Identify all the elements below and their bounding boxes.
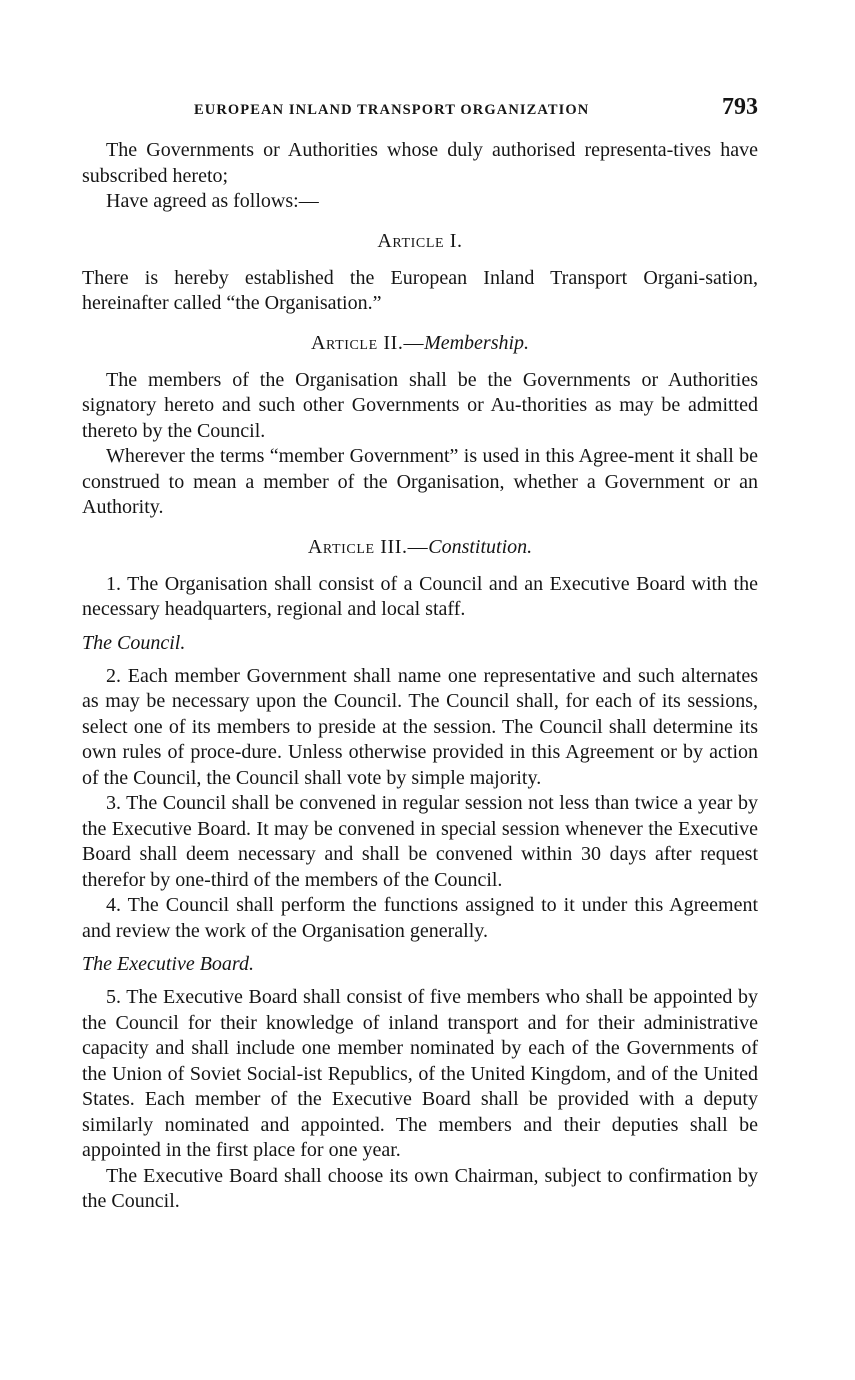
preamble-paragraph: The Governments or Authorities whose duly authorised representa-tives have subscribed hereto; <box>82 139 758 187</box>
article-2-title: Membership. <box>424 331 530 354</box>
article-2-paragraph-1: The members of the Organisation shall be the Governments or Authorities signatory hereto and such other Governments or Au-thorities as may be admitted thereto by the Council. <box>82 368 758 442</box>
article-2-label: Article II.— <box>310 331 425 354</box>
running-title: EUROPEAN INLAND TRANSPORT ORGANIZATION <box>194 102 590 118</box>
running-header <box>82 92 758 128</box>
article-2-paragraph-2: Wherever the terms “member Government” is used in this Agree-ment it shall be construed to mean a member of the Organisation, whether a Government or an Authority. <box>82 445 758 518</box>
article-1-paragraph: There is hereby established the European Inland Transport Organi-sation, hereinafter called “the Organisation.” <box>82 266 758 314</box>
subhead-council: The Council. <box>82 631 186 654</box>
article-1-heading <box>82 229 758 254</box>
document-page <box>82 92 758 1215</box>
article-3-section-1: 1. The Organisation shall consist of a Council and an Executive Board with the necessary headquarters, regional and local staff. <box>82 572 758 620</box>
subhead-executive-board: The Executive Board. <box>82 953 254 975</box>
article-3-section-5-chairman: The Executive Board shall choose its own Chairman, subject to confirmation by the Council. <box>82 1164 758 1212</box>
article-3-heading <box>82 535 758 560</box>
article-3-section-3: 3. The Council shall be convened in regular session not less than twice a year by the Executive Board. It may be convened in special session whenever the Executive Board shall deem necessary and shall be convened within 30 days after request therefor by one-third of the members of the Council. <box>82 792 758 891</box>
article-1-label: Article I. <box>377 229 463 252</box>
article-3-title: Constitution. <box>428 535 533 558</box>
article-3-section-2: 2. Each member Government shall name one representative and such alternates as may be necessary upon the Council. The Council shall, for each of its sessions, select one of its members to preside at the session. The Council shall determine its own rules of proce-dure. Unless otherwise provided in this Agreement or by action of the Council, the Council shall vote by simple majority. <box>82 664 758 789</box>
preamble-agreed: Have agreed as follows:— <box>106 190 319 212</box>
article-2-heading <box>82 331 758 356</box>
article-3-label: Article III.— <box>307 535 429 558</box>
page-number: 793 <box>722 94 758 120</box>
article-3-section-5: 5. The Executive Board shall consist of five members who shall be appointed by the Council for their knowledge of inland transport and for their administrative capacity and shall include one member nominated by each of the Governments of the Union of Soviet Social-ist Republics, of the United Kingdom, and of the United States. Each member of the Executive Board shall be provided with a deputy similarly nominated and appointed. The members and their deputies shall be appointed in the first place for one year. <box>82 986 758 1161</box>
article-3-section-4: 4. The Council shall perform the functions assigned to it under this Agreement and review the work of the Organisation generally. <box>82 894 758 942</box>
